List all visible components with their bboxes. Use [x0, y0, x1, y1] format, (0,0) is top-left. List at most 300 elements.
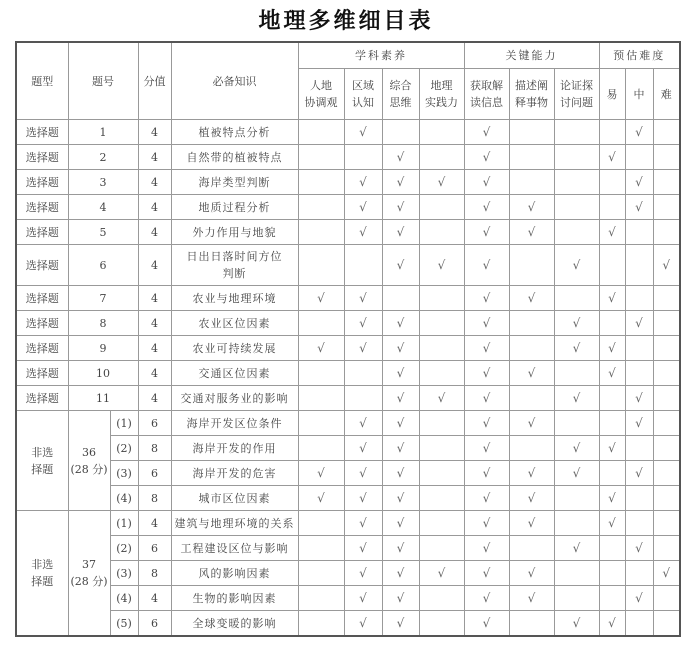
check-mark-icon: √ — [396, 199, 405, 214]
mark-cell — [344, 536, 382, 561]
required-knowledge: 风的影响因素 — [171, 561, 298, 586]
mark-cell — [419, 170, 464, 195]
mark-cell — [653, 436, 680, 461]
page-title: 地理多维细目表 — [258, 9, 434, 34]
mark-cell — [554, 461, 599, 486]
mark-cell — [464, 386, 509, 411]
mark-cell — [419, 611, 464, 637]
check-mark-icon: √ — [359, 465, 367, 480]
check-mark-icon: √ — [396, 174, 405, 189]
check-mark-icon: √ — [396, 490, 405, 505]
check-mark-icon: √ — [572, 440, 581, 455]
question-number: 11 — [68, 386, 138, 411]
mark-cell — [653, 245, 680, 286]
mark-cell — [419, 411, 464, 436]
cell-line: 日出日落时间方位 — [186, 250, 283, 263]
mark-cell — [382, 170, 419, 195]
mark-cell — [554, 286, 599, 311]
mark-cell — [464, 511, 509, 536]
check-mark-icon: √ — [527, 590, 536, 605]
mark-cell — [464, 486, 509, 511]
mark-cell — [625, 536, 653, 561]
mark-cell — [464, 586, 509, 611]
header-line: 论证探 — [560, 79, 593, 92]
check-mark-icon: √ — [396, 224, 405, 239]
check-mark-icon: √ — [635, 315, 643, 330]
table-row — [16, 461, 680, 486]
mark-cell — [344, 195, 382, 220]
check-mark-icon: √ — [572, 615, 581, 630]
question-type: 选择题 — [16, 120, 68, 145]
header-line: 释事物 — [515, 96, 548, 109]
mark-cell — [509, 511, 554, 536]
question-number: 1 — [68, 120, 138, 145]
sub-question-number: (1) — [110, 511, 138, 536]
question-score: 4 — [138, 511, 171, 536]
check-mark-icon: √ — [359, 565, 367, 580]
cell-line: 判断 — [222, 267, 247, 280]
mark-cell — [382, 411, 419, 436]
mark-cell — [653, 511, 680, 536]
mark-cell — [653, 120, 680, 145]
question-score: 4 — [138, 195, 171, 220]
cell-line: 非选 — [31, 558, 54, 571]
mark-cell — [419, 586, 464, 611]
mark-cell — [554, 486, 599, 511]
check-mark-icon: √ — [572, 315, 581, 330]
mark-cell — [554, 411, 599, 436]
sub-question-number: (2) — [110, 436, 138, 461]
mark-cell — [625, 411, 653, 436]
mark-cell — [625, 361, 653, 386]
question-number: 2 — [68, 145, 138, 170]
mark-cell — [625, 586, 653, 611]
header-line: 协调观 — [304, 96, 338, 109]
check-mark-icon: √ — [482, 465, 491, 480]
question-score: 4 — [138, 386, 171, 411]
required-knowledge: 农业可持续发展 — [171, 336, 298, 361]
mark-cell — [298, 536, 344, 561]
required-knowledge: 海岸开发区位条件 — [171, 411, 298, 436]
check-mark-icon: √ — [527, 515, 536, 530]
header-group-difficulty: 预估难度 — [599, 42, 680, 69]
mark-cell — [653, 311, 680, 336]
mark-cell — [464, 361, 509, 386]
mark-cell — [554, 336, 599, 361]
mark-cell — [554, 361, 599, 386]
check-mark-icon: √ — [359, 224, 367, 239]
mark-cell — [554, 436, 599, 461]
mark-cell — [599, 286, 625, 311]
check-mark-icon: √ — [359, 124, 367, 139]
question-score: 4 — [138, 120, 171, 145]
mark-cell — [625, 486, 653, 511]
check-mark-icon: √ — [527, 365, 536, 380]
mark-cell — [554, 220, 599, 245]
mark-cell — [599, 511, 625, 536]
mark-cell — [344, 145, 382, 170]
question-score: 6 — [138, 611, 171, 637]
mark-cell — [382, 511, 419, 536]
sub-question-number: (4) — [110, 586, 138, 611]
check-mark-icon: √ — [608, 365, 616, 380]
mark-cell — [625, 286, 653, 311]
mark-cell — [382, 586, 419, 611]
mark-cell — [554, 536, 599, 561]
mark-cell — [419, 436, 464, 461]
required-knowledge: 植被特点分析 — [171, 120, 298, 145]
check-mark-icon: √ — [482, 290, 491, 305]
required-knowledge: 全球变暖的影响 — [171, 611, 298, 637]
table-row — [16, 361, 680, 386]
check-mark-icon: √ — [482, 390, 491, 405]
header-difficulty-hard: 难 — [653, 69, 680, 120]
mark-cell — [653, 561, 680, 586]
header-line: 获取解 — [470, 79, 503, 92]
sub-question-number: (3) — [110, 461, 138, 486]
mark-cell — [554, 311, 599, 336]
mark-cell — [554, 586, 599, 611]
mark-cell — [382, 336, 419, 361]
required-knowledge: 城市区位因素 — [171, 486, 298, 511]
mark-cell — [554, 561, 599, 586]
mark-cell — [509, 586, 554, 611]
question-score: 6 — [138, 411, 171, 436]
mark-cell — [625, 220, 653, 245]
mark-cell — [298, 486, 344, 511]
mark-cell — [653, 220, 680, 245]
question-type: 选择题 — [16, 361, 68, 386]
check-mark-icon: √ — [527, 565, 536, 580]
check-mark-icon: √ — [482, 174, 491, 189]
mark-cell — [653, 536, 680, 561]
mark-cell — [625, 145, 653, 170]
question-number: 6 — [68, 245, 138, 286]
header-literacy-practice — [419, 69, 464, 120]
mark-cell — [464, 286, 509, 311]
check-mark-icon: √ — [608, 340, 616, 355]
mark-cell — [599, 386, 625, 411]
question-type: 选择题 — [16, 336, 68, 361]
mark-cell — [625, 461, 653, 486]
required-knowledge: 自然带的植被特点 — [171, 145, 298, 170]
mark-cell — [599, 195, 625, 220]
cell-line: (28 分) — [70, 575, 108, 588]
header-line: 综合 — [389, 79, 412, 92]
mark-cell — [419, 120, 464, 145]
mark-cell — [509, 411, 554, 436]
mark-cell — [464, 170, 509, 195]
header-ability-describe — [509, 69, 554, 120]
header-type: 题型 — [16, 42, 68, 120]
table-row — [16, 486, 680, 511]
mark-cell — [509, 311, 554, 336]
question-type: 选择题 — [16, 286, 68, 311]
question-type: 选择题 — [16, 245, 68, 286]
mark-cell — [298, 561, 344, 586]
mark-cell — [382, 536, 419, 561]
required-knowledge: 外力作用与地貌 — [171, 220, 298, 245]
header-line: 实践力 — [425, 96, 458, 109]
mark-cell — [653, 286, 680, 311]
question-score: 6 — [138, 536, 171, 561]
mark-cell — [509, 361, 554, 386]
check-mark-icon: √ — [359, 340, 367, 355]
check-mark-icon: √ — [317, 490, 325, 505]
mark-cell — [464, 120, 509, 145]
check-mark-icon: √ — [482, 340, 491, 355]
check-mark-icon: √ — [572, 257, 581, 272]
required-knowledge: 海岸开发的危害 — [171, 461, 298, 486]
mark-cell — [509, 611, 554, 637]
question-score: 4 — [138, 361, 171, 386]
check-mark-icon: √ — [317, 290, 325, 305]
check-mark-icon: √ — [317, 340, 325, 355]
mark-cell — [653, 461, 680, 486]
mark-cell — [653, 611, 680, 637]
check-mark-icon: √ — [635, 174, 643, 189]
sub-question-number: (5) — [110, 611, 138, 637]
cell-line: 37 — [82, 558, 96, 571]
table-row — [16, 120, 680, 145]
mark-cell — [382, 120, 419, 145]
check-mark-icon: √ — [396, 390, 405, 405]
mark-cell — [344, 286, 382, 311]
mark-cell — [419, 311, 464, 336]
check-mark-icon: √ — [437, 390, 446, 405]
header-ability-argue — [554, 69, 599, 120]
question-score: 4 — [138, 311, 171, 336]
question-score: 4 — [138, 245, 171, 286]
check-mark-icon: √ — [482, 615, 491, 630]
check-mark-icon: √ — [359, 540, 367, 555]
header-difficulty-easy: 易 — [599, 69, 625, 120]
mark-cell — [625, 336, 653, 361]
check-mark-icon: √ — [608, 615, 616, 630]
question-score: 4 — [138, 336, 171, 361]
mark-cell — [599, 361, 625, 386]
check-mark-icon: √ — [396, 440, 405, 455]
mark-cell — [653, 170, 680, 195]
mark-cell — [509, 120, 554, 145]
mark-cell — [464, 220, 509, 245]
question-type: 选择题 — [16, 195, 68, 220]
check-mark-icon: √ — [527, 199, 536, 214]
check-mark-icon: √ — [635, 199, 643, 214]
mark-cell — [382, 611, 419, 637]
check-mark-icon: √ — [396, 315, 405, 330]
check-mark-icon: √ — [437, 257, 446, 272]
mark-cell — [382, 486, 419, 511]
table-row — [16, 170, 680, 195]
mark-cell — [625, 245, 653, 286]
check-mark-icon: √ — [482, 315, 491, 330]
mark-cell — [298, 220, 344, 245]
check-mark-icon: √ — [396, 415, 405, 430]
question-type: 选择题 — [16, 311, 68, 336]
check-mark-icon: √ — [359, 199, 367, 214]
mark-cell — [344, 461, 382, 486]
mark-cell — [599, 486, 625, 511]
mark-cell — [344, 120, 382, 145]
mark-cell — [419, 461, 464, 486]
mark-cell — [653, 336, 680, 361]
mark-cell — [509, 170, 554, 195]
table-row — [16, 586, 680, 611]
question-type: 选择题 — [16, 220, 68, 245]
mark-cell — [509, 286, 554, 311]
mark-cell — [464, 145, 509, 170]
question-number: 3 — [68, 170, 138, 195]
mark-cell — [419, 511, 464, 536]
mark-cell — [599, 245, 625, 286]
table-row — [16, 145, 680, 170]
check-mark-icon: √ — [396, 257, 405, 272]
check-mark-icon: √ — [482, 124, 491, 139]
mark-cell — [382, 145, 419, 170]
mark-cell — [344, 336, 382, 361]
mark-cell — [419, 145, 464, 170]
table-row — [16, 386, 680, 411]
mark-cell — [509, 486, 554, 511]
mark-cell — [298, 286, 344, 311]
question-number: 5 — [68, 220, 138, 245]
check-mark-icon: √ — [482, 440, 491, 455]
mark-cell — [509, 436, 554, 461]
required-knowledge: 交通对服务业的影响 — [171, 386, 298, 411]
mark-cell — [599, 311, 625, 336]
check-mark-icon: √ — [396, 149, 405, 164]
check-mark-icon: √ — [527, 290, 536, 305]
header-group-literacy: 学科素养 — [298, 42, 464, 69]
mark-cell — [509, 245, 554, 286]
mark-cell — [509, 336, 554, 361]
check-mark-icon: √ — [359, 615, 367, 630]
required-knowledge: 农业区位因素 — [171, 311, 298, 336]
check-mark-icon: √ — [396, 540, 405, 555]
question-score: 8 — [138, 486, 171, 511]
check-mark-icon: √ — [359, 174, 367, 189]
table-row — [16, 611, 680, 637]
mark-cell — [298, 120, 344, 145]
table-row — [16, 561, 680, 586]
mark-cell — [464, 311, 509, 336]
question-number: 4 — [68, 195, 138, 220]
check-mark-icon: √ — [635, 465, 643, 480]
mark-cell — [599, 611, 625, 637]
mark-cell — [419, 361, 464, 386]
cell-line: (28 分) — [70, 462, 108, 476]
check-mark-icon: √ — [662, 565, 671, 580]
mark-cell — [419, 336, 464, 361]
check-mark-icon: √ — [437, 565, 446, 580]
table-row — [16, 511, 680, 536]
check-mark-icon: √ — [396, 565, 405, 580]
required-knowledge: 海岸类型判断 — [171, 170, 298, 195]
mark-cell — [653, 486, 680, 511]
mark-cell — [653, 586, 680, 611]
check-mark-icon: √ — [527, 415, 536, 430]
mark-cell — [464, 436, 509, 461]
check-mark-icon: √ — [396, 340, 405, 355]
check-mark-icon: √ — [482, 415, 491, 430]
specification-table — [15, 41, 681, 637]
check-mark-icon: √ — [635, 590, 643, 605]
mark-cell — [382, 286, 419, 311]
header-line: 思维 — [389, 96, 412, 109]
mark-cell — [509, 461, 554, 486]
question-score: 4 — [138, 170, 171, 195]
check-mark-icon: √ — [608, 149, 616, 164]
check-mark-icon: √ — [396, 590, 405, 605]
question-score: 4 — [138, 220, 171, 245]
mark-cell — [599, 536, 625, 561]
mark-cell — [599, 461, 625, 486]
mark-cell — [599, 561, 625, 586]
mark-cell — [382, 386, 419, 411]
check-mark-icon: √ — [572, 540, 581, 555]
mark-cell — [298, 145, 344, 170]
required-knowledge: 工程建设区位与影响 — [171, 536, 298, 561]
header-line: 人地 — [310, 79, 332, 92]
mark-cell — [509, 220, 554, 245]
check-mark-icon: √ — [572, 340, 581, 355]
question-type: 选择题 — [16, 145, 68, 170]
mark-cell — [464, 461, 509, 486]
check-mark-icon: √ — [359, 590, 367, 605]
check-mark-icon: √ — [608, 515, 616, 530]
mark-cell — [298, 361, 344, 386]
mark-cell — [625, 561, 653, 586]
required-knowledge: 生物的影响因素 — [171, 586, 298, 611]
mark-cell — [382, 195, 419, 220]
question-number: 7 — [68, 286, 138, 311]
sub-question-number: (1) — [110, 411, 138, 436]
sub-question-number: (2) — [110, 536, 138, 561]
mark-cell — [554, 386, 599, 411]
mark-cell — [464, 411, 509, 436]
mark-cell — [419, 536, 464, 561]
mark-cell — [464, 611, 509, 637]
mark-cell — [344, 561, 382, 586]
mark-cell — [298, 611, 344, 637]
required-knowledge: 地质过程分析 — [171, 195, 298, 220]
check-mark-icon: √ — [635, 390, 643, 405]
mark-cell — [625, 195, 653, 220]
check-mark-icon: √ — [482, 257, 491, 272]
header-ability-acquire — [464, 69, 509, 120]
check-mark-icon: √ — [527, 490, 536, 505]
question-score: 6 — [138, 461, 171, 486]
mark-cell — [298, 311, 344, 336]
mark-cell — [382, 361, 419, 386]
mark-cell — [344, 170, 382, 195]
mark-cell — [554, 145, 599, 170]
question-number — [68, 511, 110, 637]
mark-cell — [599, 170, 625, 195]
check-mark-icon: √ — [317, 465, 325, 480]
header-line: 认知 — [352, 96, 374, 109]
check-mark-icon: √ — [359, 290, 367, 305]
mark-cell — [509, 561, 554, 586]
mark-cell — [298, 461, 344, 486]
check-mark-icon: √ — [482, 590, 491, 605]
mark-cell — [344, 611, 382, 637]
mark-cell — [599, 336, 625, 361]
header-literacy-integrated — [382, 69, 419, 120]
check-mark-icon: √ — [482, 199, 491, 214]
sub-question-number: (4) — [110, 486, 138, 511]
